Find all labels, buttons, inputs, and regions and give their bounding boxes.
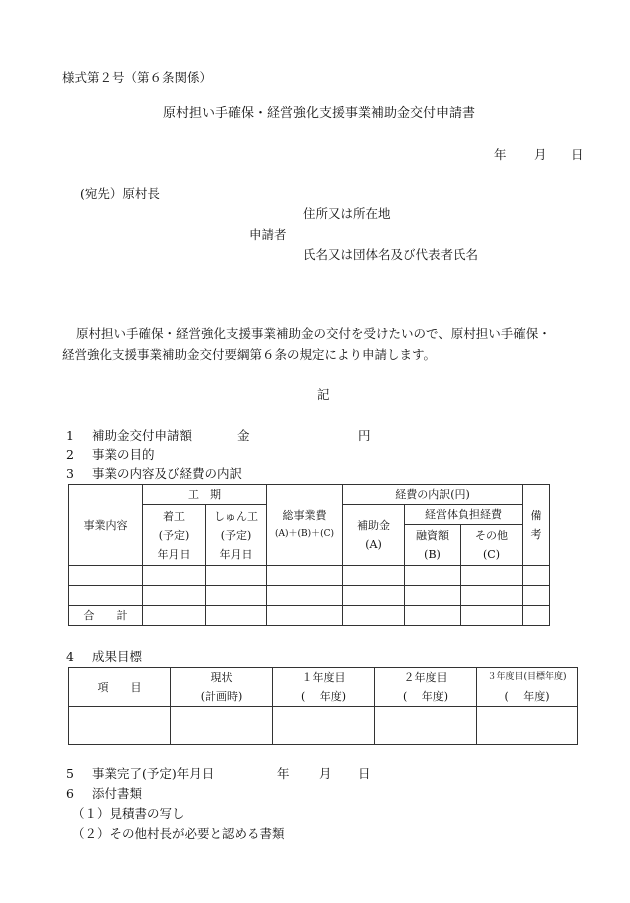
item-1-number: 1 bbox=[66, 428, 74, 443]
total-cost-formula: (A)＋(B)＋(C) bbox=[274, 529, 335, 539]
finish-date: 年月日 bbox=[219, 547, 253, 561]
item-3-label: 事業の内容及び経費の内訳 bbox=[92, 466, 243, 481]
header-period: 工 期 bbox=[143, 485, 267, 505]
header-loan bbox=[405, 525, 461, 566]
table-row bbox=[69, 586, 550, 606]
item-5-month: 月 bbox=[319, 766, 332, 781]
header-breakdown: 経費の内訳(円) bbox=[343, 485, 523, 505]
target-header-year-2 bbox=[375, 668, 477, 707]
recipient: (宛先）原村長 bbox=[80, 186, 160, 201]
loan-title: 融資額 bbox=[416, 529, 449, 542]
document-title: 原村担い手確保・経営強化支援事業補助金交付申請書 bbox=[163, 106, 476, 121]
item-5-number: 5 bbox=[66, 766, 74, 781]
finish-title: しゅん工 bbox=[214, 509, 258, 523]
body-line-1: 原村担い手確保・経営強化支援事業補助金の交付を受けたいので、原村担い手確保・ bbox=[76, 326, 551, 341]
header-subsidy bbox=[343, 505, 405, 566]
item-4-number: 4 bbox=[66, 649, 74, 664]
target-header-item: 項 目 bbox=[69, 668, 171, 707]
start-date: 年月日 bbox=[157, 547, 191, 561]
header-content: 事業内容 bbox=[69, 485, 143, 566]
year-2-title: ２年度目 bbox=[403, 671, 448, 684]
finish-planned: (予定) bbox=[220, 528, 252, 542]
item-5-year: 年 bbox=[277, 766, 290, 781]
target-header-year-1 bbox=[273, 668, 375, 707]
target-table bbox=[68, 667, 578, 745]
year-2-sub: ( 年度) bbox=[402, 690, 449, 703]
current-title: 現状 bbox=[210, 671, 233, 684]
date-month: 月 bbox=[534, 147, 547, 162]
other-code: (C) bbox=[483, 548, 501, 561]
form-number: 様式第２号（第６条関係） bbox=[62, 70, 213, 85]
total-row bbox=[69, 606, 550, 626]
header-start bbox=[143, 505, 206, 566]
start-title: 着工 bbox=[163, 509, 185, 523]
item-3-number: 3 bbox=[66, 466, 74, 481]
item-6-number: 6 bbox=[66, 786, 74, 801]
item-4-label: 成果目標 bbox=[92, 649, 143, 664]
other-title: その他 bbox=[475, 529, 509, 542]
year-3-sub: ( 年度) bbox=[504, 690, 550, 703]
total-cost-title: 総事業費 bbox=[282, 509, 327, 522]
header-burden: 経営体負担経費 bbox=[405, 505, 523, 525]
start-planned: (予定) bbox=[158, 528, 190, 542]
date-day: 日 bbox=[571, 147, 584, 162]
item-2-number: 2 bbox=[66, 447, 74, 462]
current-sub: (計画時) bbox=[200, 690, 243, 703]
subsidy-title: 補助金 bbox=[357, 519, 390, 532]
ki-note: 記 bbox=[317, 387, 330, 402]
item-1-label: 補助金交付申請額 bbox=[92, 428, 193, 443]
attachment-1: （１）見積書の写し bbox=[72, 806, 185, 821]
header-remarks: 備 考 bbox=[523, 485, 550, 566]
loan-code: (B) bbox=[424, 548, 441, 561]
date-year: 年 bbox=[494, 147, 507, 162]
year-1-title: １年度目 bbox=[301, 671, 346, 684]
header-finish bbox=[206, 505, 267, 566]
total-row-label: 合 計 bbox=[69, 606, 143, 626]
table-row bbox=[69, 707, 578, 745]
header-other bbox=[461, 525, 523, 566]
item-6-label: 添付書類 bbox=[92, 786, 143, 801]
item-1-kin: 金 bbox=[237, 428, 250, 443]
name-label: 氏名又は団体名及び代表者氏名 bbox=[303, 247, 479, 262]
item-1-yen: 円 bbox=[358, 428, 371, 443]
year-1-sub: ( 年度) bbox=[300, 690, 347, 703]
table-row bbox=[69, 566, 550, 586]
address-label: 住所又は所在地 bbox=[303, 206, 391, 221]
attachment-2: （２）その他村長が必要と認める書類 bbox=[72, 826, 285, 841]
year-3-title: ３年度目(目標年度) bbox=[487, 672, 567, 682]
applicant-label: 申請者 bbox=[249, 227, 287, 242]
target-header-year-3 bbox=[477, 668, 578, 707]
item-5-label: 事業完了(予定)年月日 bbox=[92, 766, 215, 781]
expense-table bbox=[68, 484, 553, 626]
item-5-day: 日 bbox=[358, 766, 371, 781]
header-total-cost bbox=[267, 485, 343, 566]
item-2-label: 事業の目的 bbox=[92, 447, 155, 462]
body-line-2: 経営強化支援事業補助金交付要綱第６条の規定により申請します。 bbox=[62, 347, 437, 362]
subsidy-code: (A) bbox=[365, 538, 382, 551]
target-header-current bbox=[171, 668, 273, 707]
